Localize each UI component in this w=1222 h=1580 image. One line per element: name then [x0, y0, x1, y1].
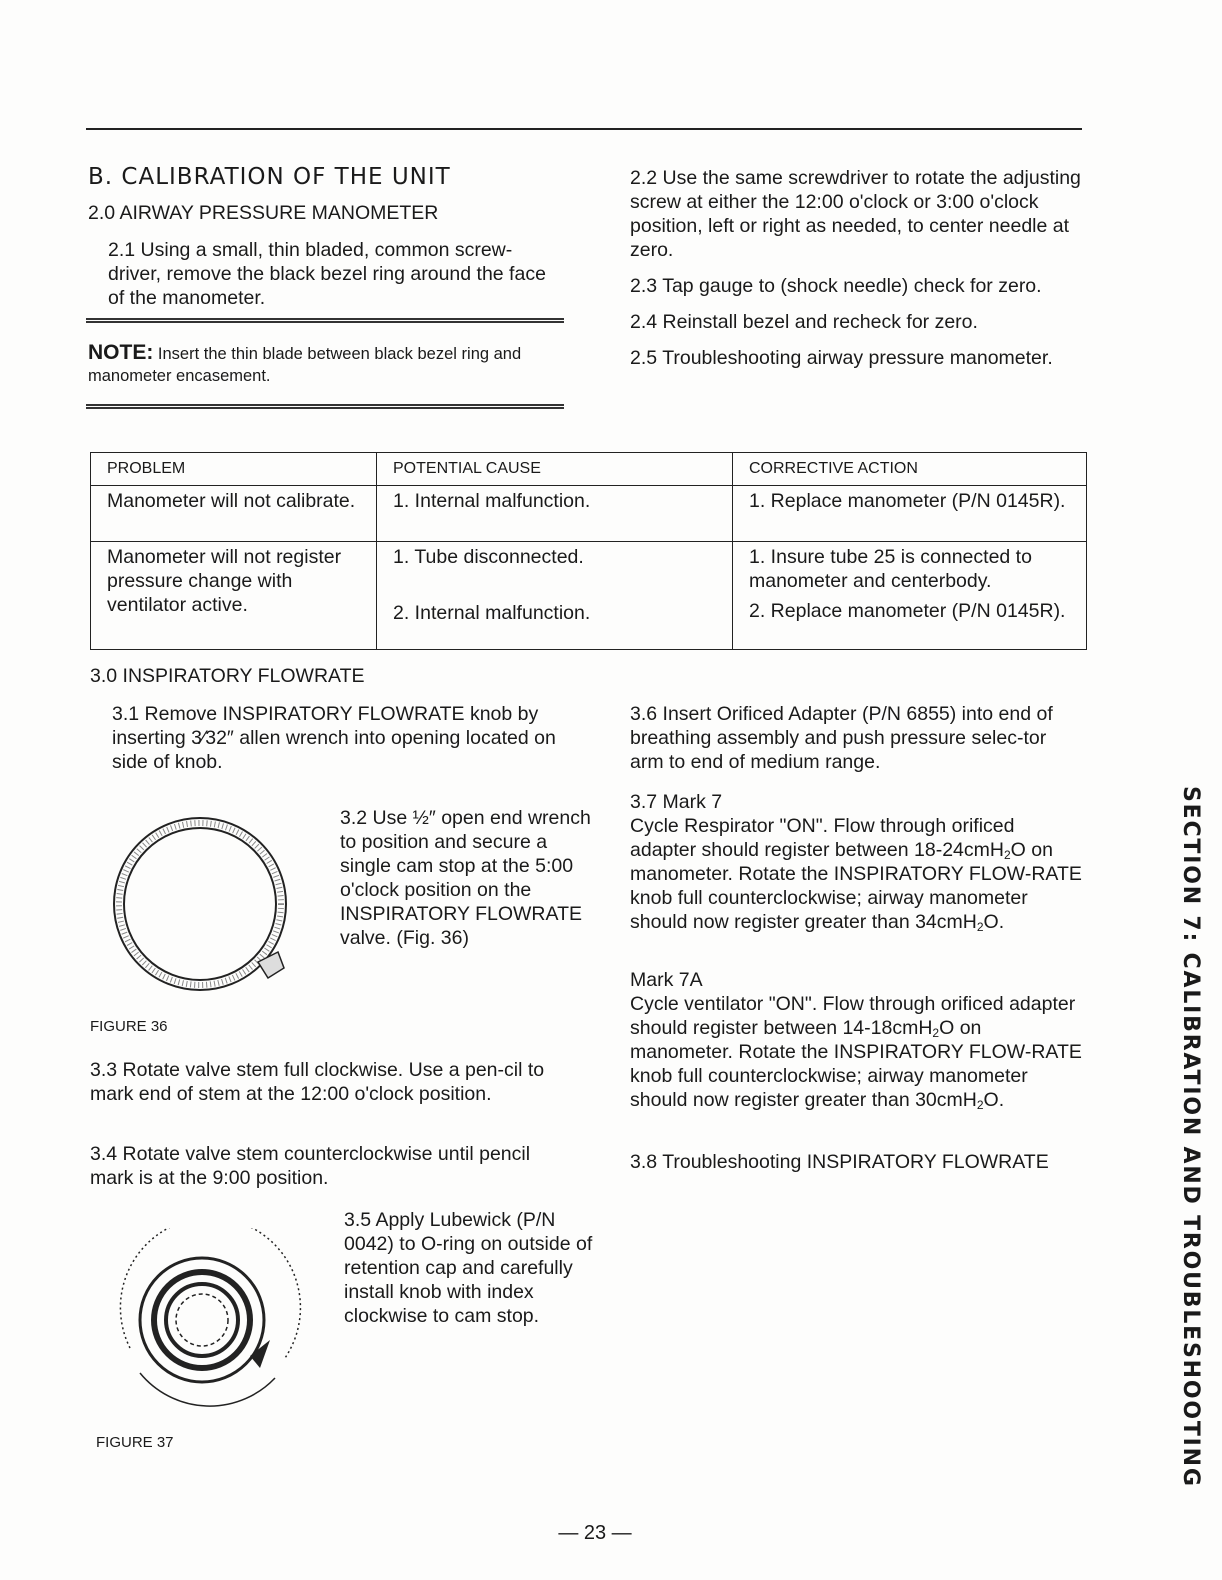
- step-3-6: 3.6 Insert Orificed Adapter (P/N 6855) into end of breathing assembly and push pressure selec-tor arm to end of medium range.: [630, 703, 1053, 773]
- table-header-row: [91, 453, 1087, 486]
- table-header: POTENTIAL CAUSE: [377, 453, 733, 486]
- figure-36-valve-illustration: [108, 812, 298, 1002]
- step-3-3: 3.3 Rotate valve stem full clockwise. Use a pen-cil to mark end of stem at the 12:00 o'clock position.: [90, 1059, 545, 1105]
- section-3-title: 3.0 INSPIRATORY FLOWRATE: [90, 665, 365, 687]
- knob-ring: [154, 1272, 250, 1368]
- mark-7a-text: Cycle ventilator "ON". Flow through orificed adapter should register between 14-18cmH$_2$O on manometer. Rotate the INSPIRATORY FLOW-RATE knob full counterclockwise; airway manometer should now register greater than 30cmH$_2$O.: [630, 993, 1082, 1112]
- figure-36-caption: FIGURE 36: [90, 1018, 168, 1035]
- table-cell: Manometer will not calibrate.: [91, 486, 377, 542]
- knob-center: [176, 1294, 228, 1346]
- step-2-1: 2.1 Using a small, thin bladed, common screw-driver, remove the black bezel ring around the face of the manometer.: [108, 239, 546, 309]
- note: [88, 342, 558, 387]
- note-label: NOTE:: [88, 341, 154, 364]
- top-rule: [86, 128, 1082, 130]
- page-number: — 23 —: [558, 1522, 632, 1544]
- figure-37-knob-illustration: [110, 1228, 310, 1418]
- step-3-4: 3.4 Rotate valve stem counterclockwise until pencil mark is at the 9:00 position.: [90, 1143, 531, 1189]
- step-3-5: 3.5 Apply Lubewick (P/N 0042) to O-ring on outside of retention cap and carefully install knob with index clockwise to cam stop.: [344, 1209, 593, 1327]
- valve-stipple: [119, 823, 281, 985]
- table-header: PROBLEM: [91, 453, 377, 486]
- knob-cap: [166, 1284, 238, 1356]
- step-2-3: 2.3 Tap gauge to (shock needle) check for zero.: [630, 275, 1042, 297]
- step-3-8: 3.8 Troubleshooting INSPIRATORY FLOWRATE: [630, 1151, 1049, 1173]
- section-sidebar: [1155, 786, 1215, 1506]
- mark-7a: [630, 968, 1085, 1112]
- section-title: B. CALIBRATION OF THE UNIT: [88, 164, 451, 190]
- note-rule-top: [86, 318, 564, 323]
- action-item: 2. Replace manometer (P/N 0145R).: [749, 600, 1066, 622]
- mark-7-text: Cycle Respirator "ON". Flow through orificed adapter should register between 18-24cmH$_2$O on manometer. Rotate the INSPIRATORY FLOW-RATE knob full counterclockwise; airway manometer should now register greater than 34cmH$_2$O.: [630, 815, 1082, 934]
- table-row: [91, 542, 1087, 650]
- mark-7-title: 3.7 Mark 7: [630, 791, 723, 813]
- valve-inner-ring: [124, 828, 276, 980]
- table-cell: Manometer will not register pressure change with ventilator active.: [91, 542, 377, 650]
- step-2-2: 2.2 Use the same screwdriver to rotate the adjusting screw at either the 12:00 o'clock or 3:00 o'clock position, left or right as needed, to center needle at zero.: [630, 167, 1081, 261]
- sidebar-label: SECTION 7: CALIBRATION AND TROUBLESHOOTING: [1178, 786, 1203, 1488]
- table-header: CORRECTIVE ACTION: [733, 453, 1087, 486]
- step-3-7: [630, 790, 1085, 934]
- knob-outer: [140, 1258, 264, 1382]
- action-item: 1. Insure tube 25 is connected to manometer and centerbody.: [749, 546, 1032, 592]
- troubleshooting-table: [90, 452, 1087, 650]
- table-cell: 1. Replace manometer (P/N 0145R).: [733, 486, 1087, 542]
- table-cell: [377, 542, 733, 650]
- step-2-5: 2.5 Troubleshooting airway pressure manometer.: [630, 347, 1053, 369]
- note-rule-bottom: [86, 404, 564, 409]
- table-cell: 1. Internal malfunction.: [377, 486, 733, 542]
- step-3-2: 3.2 Use ½″ open end wrench to position and secure a single cam stop at the 5:00 o'clock position on the INSPIRATORY FLOWRATE valve. (Fig. 36): [340, 807, 591, 949]
- table-row: [91, 486, 1087, 542]
- step-2-4: 2.4 Reinstall bezel and recheck for zero.: [630, 311, 978, 333]
- table-cell: [733, 542, 1087, 650]
- cause-item: 2. Internal malfunction.: [393, 602, 591, 624]
- cause-item: 1. Tube disconnected.: [393, 546, 584, 568]
- mark-7a-title: Mark 7A: [630, 969, 703, 991]
- note-text: Insert the thin blade between black bezel ring and manometer encasement.: [88, 345, 522, 385]
- figure-37-caption: FIGURE 37: [96, 1434, 174, 1451]
- step-3-1: 3.1 Remove INSPIRATORY FLOWRATE knob by inserting 3⁄32″ allen wrench into opening located on side of knob.: [112, 703, 556, 773]
- knob-lower-arc: [140, 1373, 275, 1406]
- subsection-title: 2.0 AIRWAY PRESSURE MANOMETER: [88, 202, 439, 224]
